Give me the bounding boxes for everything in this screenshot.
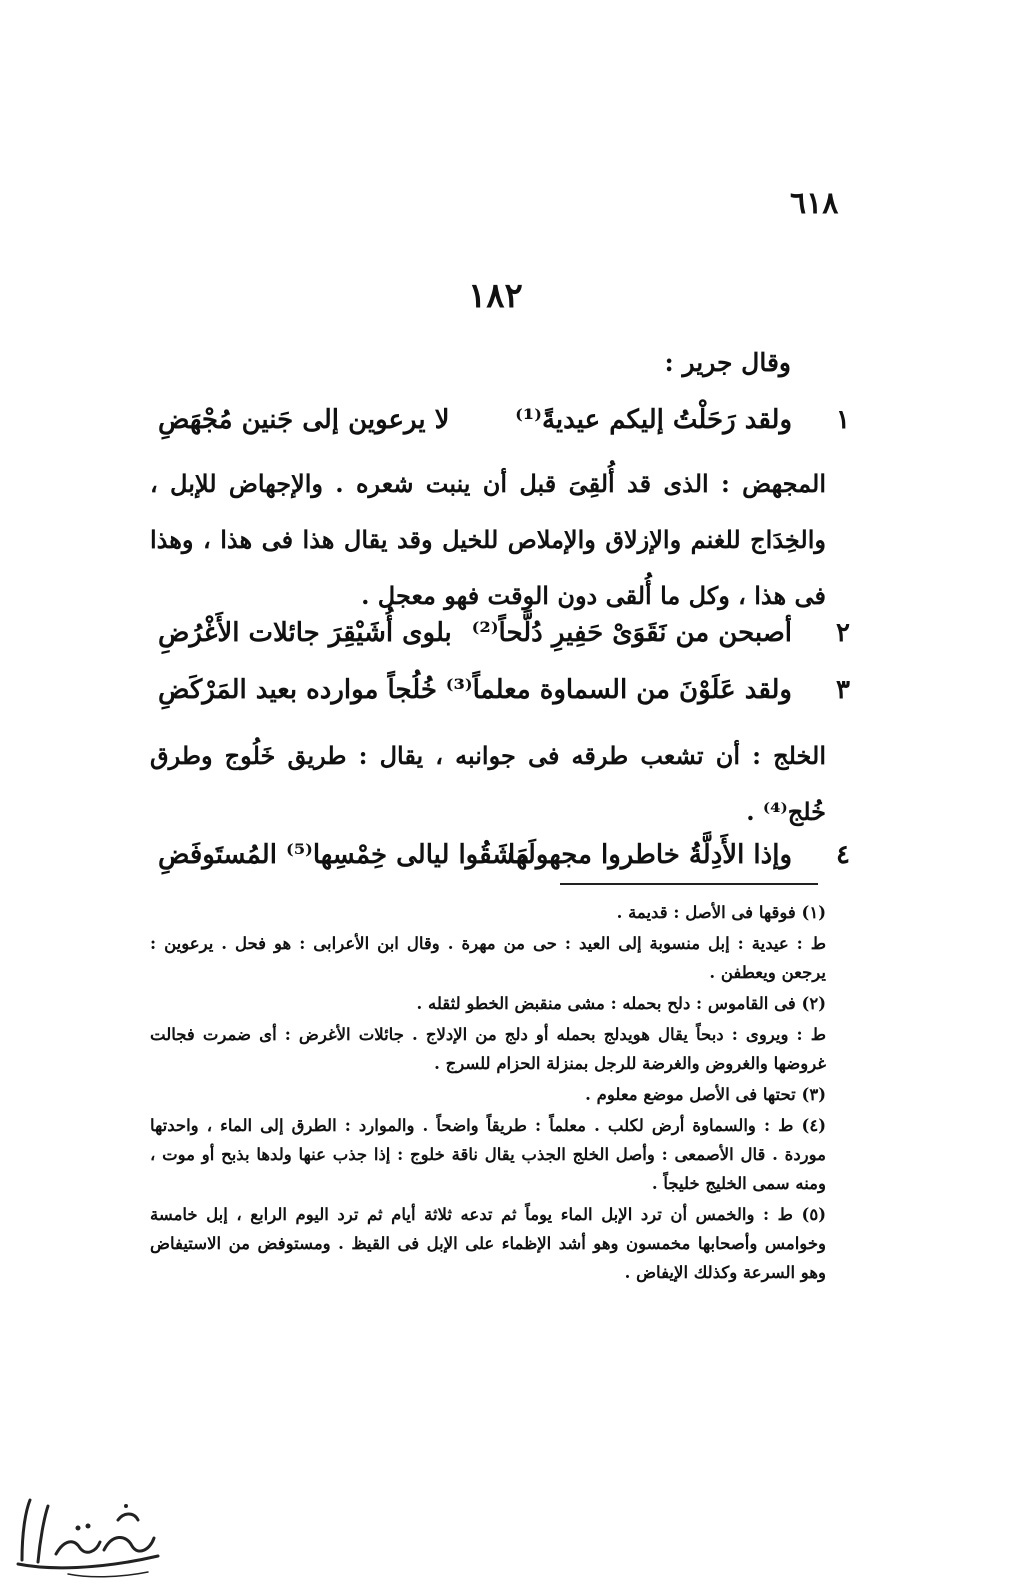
verse-number: ٤ — [836, 840, 850, 870]
verse-first-hemistich: ولقد عَلَوْنَ من السماوة معلماً⁽³⁾ — [445, 675, 792, 705]
footnote: ط : عيدية : إبل منسوبة إلى العيد : حى من مهرة . وقال ابن الأعرابى : هو فحل . يرعوين : يرجعن ويعطفن . — [150, 934, 826, 982]
verse-second-hemistich: مَشَقُوا ليالى خِمْسِها⁽⁵⁾ المُستَوفَضِ — [158, 840, 530, 870]
poem-intro: وقال جرير : — [664, 348, 791, 377]
verse — [150, 618, 850, 658]
verse-first-hemistich: ولقد رَحَلْتُ إليكم عيديةً⁽¹⁾ — [515, 405, 792, 435]
footnote-divider — [560, 883, 818, 885]
footnote: (١) فوقها فى الأصل : قديمة . — [616, 903, 826, 922]
calligraphy-stamp-logo — [8, 1490, 168, 1582]
footnote: ط : ويروى : دبحاً يقال هويدلج بحمله أو دلج من الإدلاج . جائلات الأغرض : أى ضمرت فجالت غروضها والغروض والغرضة للرجل بمنزلة الحزام للسرج . — [150, 1025, 826, 1073]
page-number: ٦١٨ — [790, 186, 839, 221]
commentary-paragraph: المجهض : الذى قد أُلقِىَ قبل أن ينبت شعره . والإجهاض للإبل ، والخِدَاج للغنم والإزلاق والإملاص للخيل وقد يقال هذا فى هذا ، وهذا فى هذا ، وكل ما أُلقى دون الوقت فهو معجل . — [150, 469, 826, 610]
verse-number: ٢ — [836, 618, 850, 648]
footnote: (٣) تحتها فى الأصل موضع معلوم . — [585, 1085, 826, 1104]
commentary-paragraph: الخلج : أن تشعب طرقه فى جوانبه ، يقال : طريق خَلُوج وطرق خُلج⁽⁴⁾ . — [150, 741, 826, 826]
footnote: (٤) ط : والسماوة أرض لكلب . معلماً : طريقاً واضحاً . والموارد : الطرق إلى الماء ، واحدتها موردة . قال الأصمعى : وأصل الخلج الجذب يقال ناقة خلوج : إذا جذب عنها ولدها بذبح أو موت ، ومنه سمى الخليج خليجاً . — [150, 1116, 826, 1193]
verse-second-hemistich: بلوى أُشَيْقِرَ جائلات الأَغْرُضِ — [158, 618, 452, 648]
poem-number: ١٨٢ — [468, 276, 523, 316]
footnote: (٢) فى القاموس : دلح بحمله : مشى منقبض الخطو لثقله . — [416, 994, 826, 1013]
footnote: (٥) ط : والخمس أن ترد الإبل الماء يوماً ثم تدعه ثلاثة أيام ثم ترد اليوم الرابع ، إبل خامسة وخوامس وأصحابها مخمسون وهو أشد الإظماء على الإبل فى القيظ . ومستوفض من الاستيفاض وهو السرعة وكذلك الإيفاض . — [150, 1205, 826, 1282]
verse-first-hemistich: أصبحن من نَقَوَىْ حَفِيرِ دُلَّحاً⁽²⁾ — [471, 618, 792, 648]
verse-second-hemistich: لا يرعوين إلى جَنين مُجْهَضِ — [158, 405, 450, 435]
verse — [150, 675, 850, 715]
verse-first-hemistich: وإذا الأَدِلَّةُ خاطروا مجهولَها — [508, 840, 792, 870]
footnotes — [150, 898, 826, 1287]
verse-second-hemistich: خُلُجاً موارده بعيد المَرْكَضِ — [158, 675, 437, 705]
verse — [150, 405, 850, 445]
verse — [150, 840, 850, 880]
verse-number: ٣ — [836, 675, 850, 705]
verse-number: ١ — [836, 405, 850, 435]
